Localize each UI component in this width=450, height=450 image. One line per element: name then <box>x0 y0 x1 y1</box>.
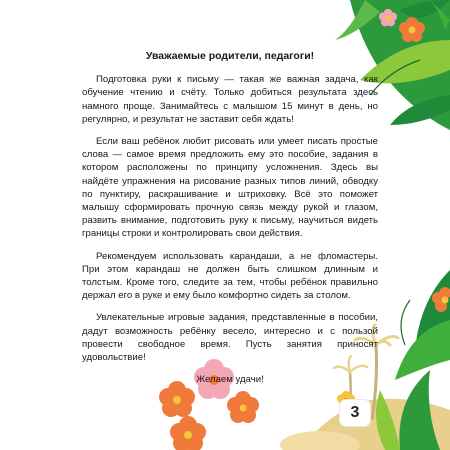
letter-paragraph-2: Если ваш ребёнок любит рисовать или умеет писать простые слова — самое время предложить ему это пособие, задания в котором расположены по принципу усложнения. Здесь вы найдёте упражнения на рисование разных типов линий, обводку по пунктиру, раскрашивание и штриховку. Всё это поможет малышу сформировать прочную связь между рукой и глазом, развить внимание, подготовить руку к письму, научиться видеть границы строки и контролировать свои действия. <box>82 136 378 240</box>
letter-closing: Желаем удачи! <box>196 374 264 386</box>
page-number: 3 <box>340 400 370 426</box>
letter-body <box>82 50 378 386</box>
letter-paragraph-4: Увлекательные игровые задания, представленные в пособии, дадут возможность ребёнку весело, интересно и с пользой провести свободное время. Пусть занятия приносят удовольствие! <box>82 312 378 364</box>
letter-title: Уважаемые родители, педагоги! <box>145 50 315 62</box>
letter-paragraph-1: Подготовка руки к письму — такая же важная задача, как обучение чтению и счёту. Только добиться результата здесь намного проще. Занимайтесь с малышом 15 минут в день, но регулярно, и результат не заставит себя ждать! <box>82 74 378 125</box>
letter-paragraph-3: Рекомендуем использовать карандаши, а не фломастеры. При этом карандаш не должен быть слишком длинным и толстым. Кроме того, следите за тем, чтобы ребёнок правильно держал его в руке и ему было комфортно сидеть за столом. <box>82 250 378 302</box>
